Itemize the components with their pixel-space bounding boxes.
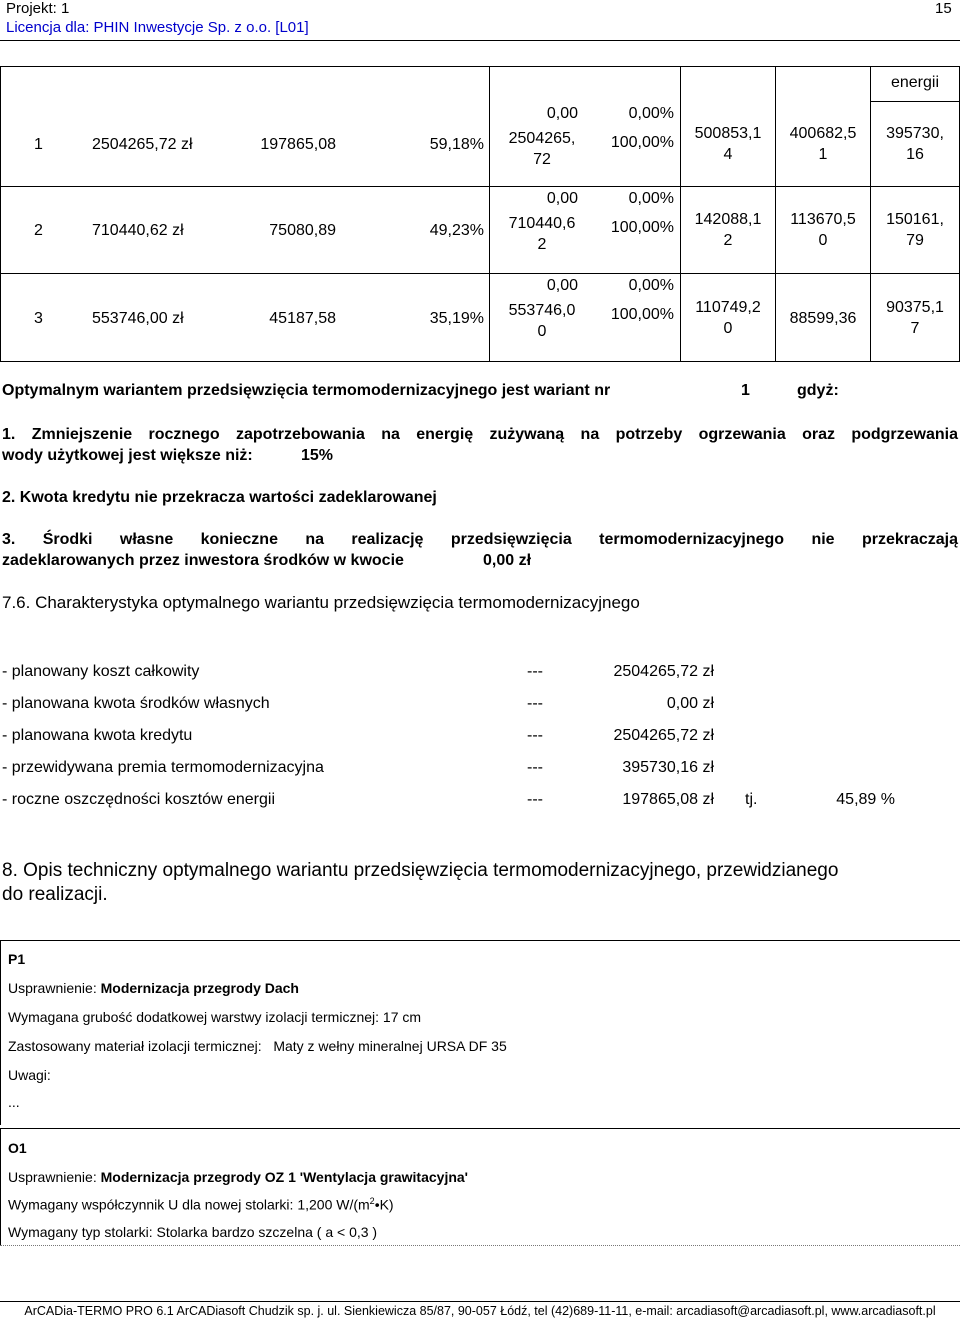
share-bottom-cell: 100,00% (610, 134, 674, 151)
reason-3-value: 0,00 zł (483, 552, 532, 569)
summary-extra-label: tj. (745, 791, 758, 808)
percent-cell: 49,23% (429, 222, 484, 239)
savings-cell: 45187,58 (269, 309, 336, 327)
reason-1-line2: wody użytkowej jest większe niż: (2, 447, 253, 464)
energy-cell: 150161, 79 (886, 211, 944, 249)
amount-bottom-cell: 710440,6 2 (508, 215, 576, 253)
amount-bottom-cell: 2504265, 72 (508, 130, 576, 168)
reason-1-line1: 1. Zmniejszenie rocznego zapotrzebowania na energię zużywaną na potrzeby ogrzewania oraz podgrzewania (2, 426, 958, 443)
share-top-cell: 0,00% (628, 190, 674, 207)
share-top-cell: 0,00% (628, 277, 674, 294)
o1-u-coefficient: Wymagany współczynnik U dla nowej stolarki: 1,200 $W/(m^2•K)$ (8, 1196, 394, 1213)
reason-1-value: 15% (301, 447, 334, 464)
o1-code: O1 (8, 1140, 27, 1156)
summary-dash: --- (527, 727, 543, 744)
value-1-cell: 500853,1 4 (694, 125, 762, 163)
summary-label: - planowany koszt całkowity (2, 663, 200, 680)
project-label: Projekt: 1 (6, 0, 70, 17)
share-bottom-cell: 100,00% (610, 306, 674, 323)
row-number: 3 (34, 309, 43, 327)
value-2-cell: 88599,36 (789, 309, 857, 327)
row-number: 2 (34, 222, 43, 239)
p1-material: Zastosowany materiał izolacji termicznej: Maty z wełny mineralnej URSA DF 35 (8, 1038, 507, 1054)
reason-3-line1: 3. Środki własne konieczne na realizację przedsięwzięcia termomodernizacyjnego nie przekraczają (2, 531, 958, 548)
summary-value: 0,00 zł (666, 695, 714, 712)
summary-value: 2504265,72 zł (613, 727, 714, 744)
summary-value: 2504265,72 zł (613, 663, 714, 680)
header-divider (0, 40, 960, 41)
savings-cell: 197865,08 (260, 136, 336, 153)
energy-cell: 395730, 16 (886, 125, 944, 163)
optimal-variant-text: Optymalnym wariantem przedsięwzięcia termomodernizacyjnego jest wariant nr (2, 382, 611, 399)
section-8-line1: 8. Opis techniczny optymalnego wariantu przedsięwzięcia termomodernizacyjnego, przewidzianego (2, 860, 839, 881)
amount-top-cell: 0,00 (546, 190, 578, 207)
p1-code: P1 (8, 951, 26, 967)
summary-value: 395730,16 zł (622, 759, 714, 776)
energy-header: energii (890, 74, 940, 91)
summary-dash: --- (527, 663, 543, 680)
section-76-title: 7.6. Charakterystyka optymalnego wariantu przedsięwzięcia termomodernizacyjnego (2, 593, 640, 612)
license-label: Licencja dla: PHIN Inwestycje Sp. z o.o. [L01] (6, 19, 309, 36)
savings-cell: 75080,89 (269, 222, 336, 239)
footer-text: ArCADia-TERMO PRO 6.1 ArCADiasoft Chudzik sp. j. ul. Sienkiewicza 85/87, 90-057 Łódź, tel (42)689-11-11, e-mail: arcadiasoft@arcadiasoft.pl, www.arcadiasoft.pl (24, 1304, 936, 1318)
value-2-cell: 113670,5 0 (790, 211, 856, 249)
amount-top-cell: 0,00 (546, 277, 578, 294)
p1-thickness: Wymagana grubość dodatkowej warstwy izolacji termicznej: 17 cm (8, 1009, 422, 1025)
percent-cell: 35,19% (429, 309, 484, 327)
cost-cell: 553746,00 zł (92, 309, 184, 327)
amount-bottom-cell: 553746,0 0 (508, 302, 576, 340)
reason-2: 2. Kwota kredytu nie przekracza wartości zadeklarowanej (2, 489, 437, 506)
p1-improvement: Usprawnienie: Modernizacja przegrody Dach (8, 980, 299, 996)
summary-label: - planowana kwota środków własnych (2, 695, 270, 712)
summary-extra-value: 45,89 % (836, 791, 895, 808)
optimal-variant-suffix: gdyż: (797, 382, 839, 399)
share-bottom-cell: 100,00% (610, 219, 674, 236)
page-break-line (0, 1245, 960, 1246)
p1-notes-label: Uwagi: (8, 1067, 51, 1083)
row-number: 1 (34, 136, 43, 153)
summary-label: - roczne oszczędności kosztów energii (2, 791, 276, 808)
footer-divider (0, 1301, 960, 1302)
value-2-cell: 400682,5 1 (789, 125, 857, 163)
energy-cell: 90375,1 7 (886, 298, 944, 337)
cost-cell: 710440,62 zł (92, 222, 184, 239)
summary-label: - przewidywana premia termomodernizacyjna (2, 759, 324, 776)
p1-box (0, 940, 960, 1125)
optimal-variant-nr: 1 (741, 382, 750, 399)
summary-dash: --- (527, 791, 543, 808)
reason-3-line2: zadeklarowanych przez inwestora środków w kwocie (2, 552, 404, 569)
o1-improvement: Usprawnienie: Modernizacja przegrody OZ 1 'Wentylacja grawitacyjna' (8, 1169, 469, 1185)
share-top-cell: 0,00% (628, 105, 674, 122)
p1-notes-value: ... (8, 1094, 20, 1110)
o1-box (0, 1128, 960, 1246)
amount-top-cell: 0,00 (546, 105, 578, 122)
summary-dash: --- (527, 759, 543, 776)
summary-label: - planowana kwota kredytu (2, 727, 193, 744)
value-1-cell: 110749,2 0 (695, 298, 761, 337)
summary-dash: --- (527, 695, 543, 712)
page-number: 15 (935, 0, 952, 17)
section-8-line2: do realizacji. (2, 884, 108, 905)
value-1-cell: 142088,1 2 (694, 211, 762, 249)
cost-cell: 2504265,72 zł (92, 136, 193, 153)
percent-cell: 59,18% (429, 136, 484, 153)
o1-window-type: Wymagany typ stolarki: Stolarka bardzo szczelna ( a < 0,3 ) (8, 1224, 378, 1240)
summary-value: 197865,08 zł (622, 791, 714, 808)
variants-table (0, 66, 960, 362)
